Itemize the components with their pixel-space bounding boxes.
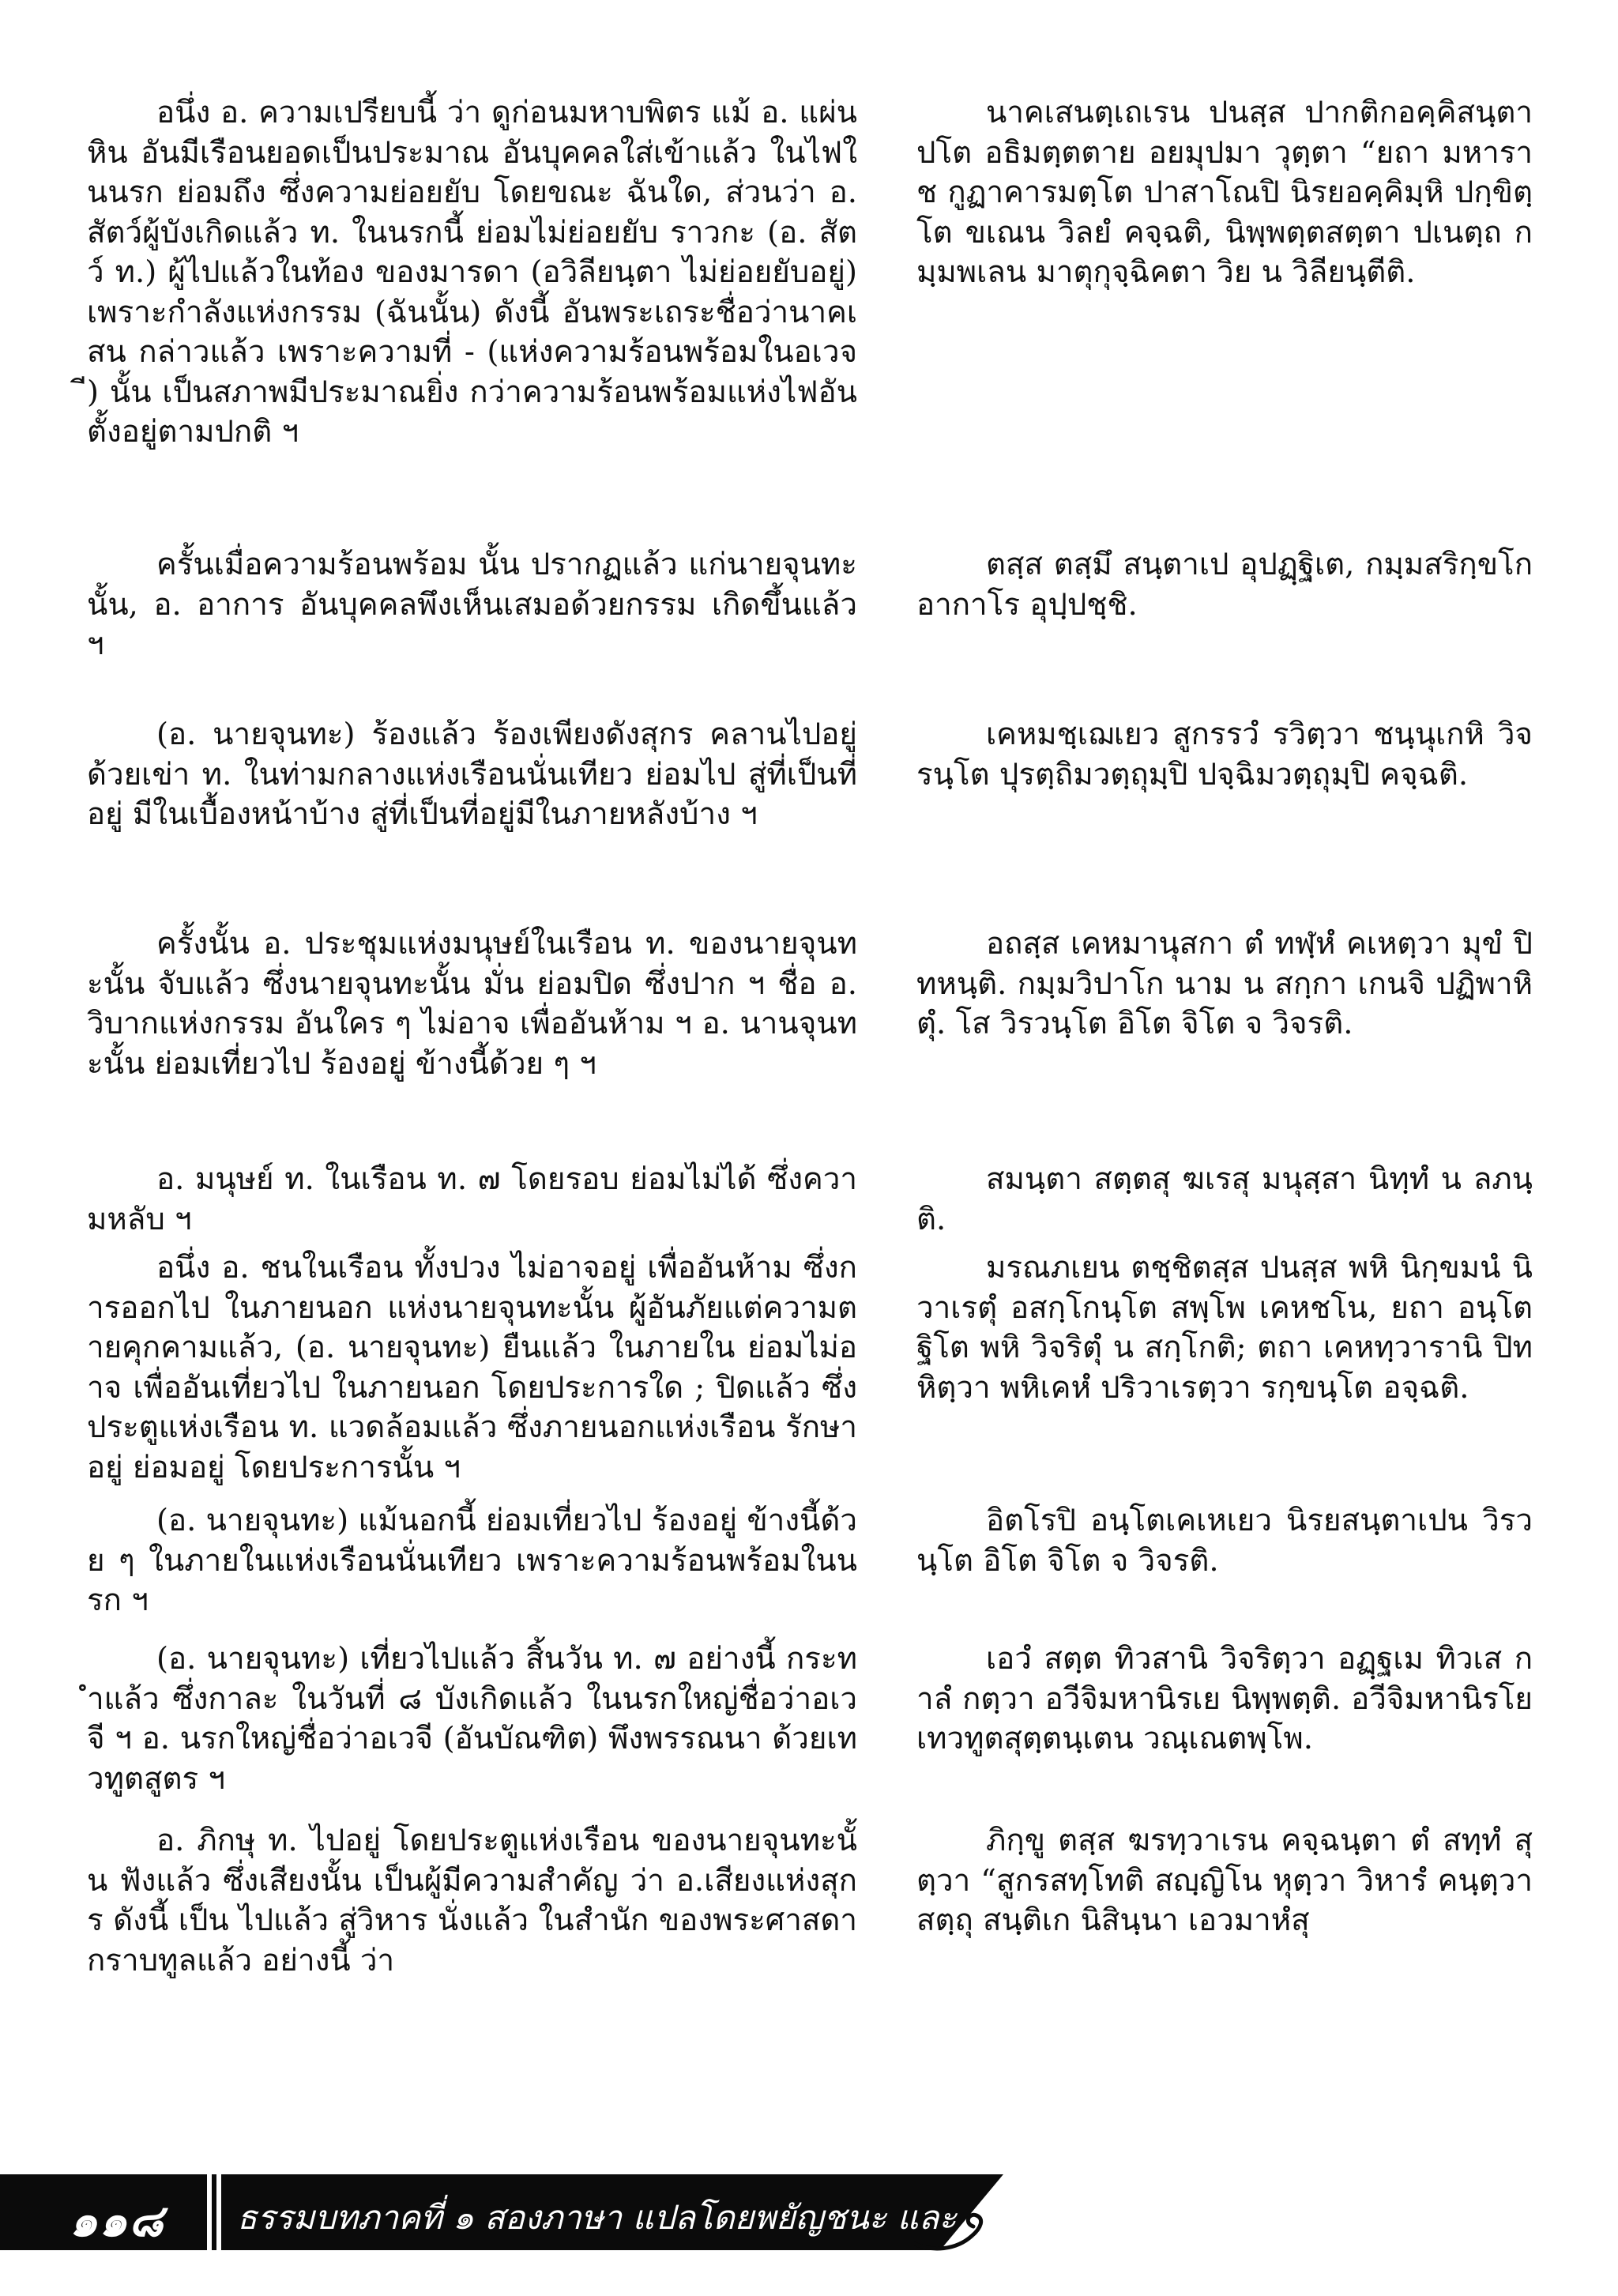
pali-source-paragraph: ภิกฺขู ตสฺส ฆรทฺวาเรน คจฺฉนฺตา ตํ สทฺทํ สุตฺวา “สูกรสทฺโทติ สญฺญิโน หุตฺวา วิหารํ คนฺตฺวา สตฺถุ สนฺติเก นิสินฺนา เอวมาหํสุ xyxy=(916,1823,1533,1938)
pali-source-paragraph: สมนฺตา สตฺตสุ ฆเรสุ มนุสฺสา นิทฺทํ น ลภนฺติ. xyxy=(916,1161,1533,1237)
page-number: ๑๑๘ xyxy=(70,2195,165,2247)
paragraph-row-5 xyxy=(87,1160,1533,1240)
paragraph-row-8 xyxy=(87,1639,1533,1799)
paragraph-row-4 xyxy=(87,924,1533,1084)
thai-translation-paragraph: อ. ภิกษุ ท. ไปอยู่ โดยประตูแห่งเรือน ของนายจุนทะนั้น ฟังแล้ว ซึ่งเสียงนั้น เป็นผู้มีความสำคัญ ว่า อ.เสียงแห่งสุกร ดังนี้ เป็น ไปแล้ว สู่วิหาร นั่งแล้ว ในสำนัก ของพระศาสดา กราบทูลแล้ว อย่างนี้ ว่า xyxy=(87,1823,857,1978)
pali-source-paragraph: ตสฺส ตสฺมึ สนฺตาเป อุปฏฺฐิเต, กมฺมสริกฺขโก อากาโร อุปฺปชฺชิ. xyxy=(916,547,1533,623)
decorative-flourish-icon xyxy=(909,2204,1003,2252)
paragraph-row-3 xyxy=(87,715,1533,835)
thai-translation-paragraph: อ. มนุษย์ ท. ในเรือน ท. ๗ โดยรอบ ย่อมไม่ได้ ซึ่งความหลับ ฯ xyxy=(87,1161,857,1237)
footer-divider xyxy=(207,2174,212,2250)
paragraph-row-1 xyxy=(87,93,1533,453)
thai-translation-paragraph: อนึ่ง อ. ชนในเรือน ทั้งปวง ไม่อาจอยู่ เพื่ออันห้าม ซึ่งการออกไป ในภายนอก แห่งนายจุนทะนั้น ผู้อันภัยแต่ความตายคุกคามแล้ว, (อ. นายจุนทะ) ยืนแล้ว ในภายใน ย่อมไม่อาจ เพื่ออันเที่ยวไป ในภายนอก โดยประการใด ; ปิดแล้ว ซึ่งประตูแห่งเรือน ท. แวดล้อมแล้ว ซึ่งภายนอกแห่งเรือน รักษาอยู่ ย่อมอยู่ โดยประการนั้น ฯ xyxy=(87,1250,857,1485)
paragraph-row-6 xyxy=(87,1248,1533,1488)
thai-translation-paragraph: อนึ่ง อ. ความเปรียบนี้ ว่า ดูก่อนมหาบพิตร แม้ อ. แผ่นหิน อันมีเรือนยอดเป็นประมาณ อันบุคคลใส่เข้าแล้ว ในไฟในนรก ย่อมถึง ซึ่งความย่อยยับ โดยขณะ ฉันใด, ส่วนว่า อ. สัตว์ผู้บังเกิดแล้ว ท. ในนรกนี้ ย่อมไม่ย่อยยับ ราวกะ (อ. สัตว์ ท.) ผู้ไปแล้วในท้อง ของมารดา (อวิลียนฺตา ไม่ย่อยยับอยู่) เพราะกำลังแห่งกรรม (ฉันนั้น) ดังนี้ อันพระเถระชื่อว่านาคเสน กล่าวแล้ว เพราะความที่ - (แห่งความร้อนพร้อมในอเวจี) นั้น เป็นสภาพมีประมาณยิ่ง กว่าความร้อนพร้อมแห่งไฟอันตั้งอยู่ตามปกติ ฯ xyxy=(87,95,857,450)
pali-source-paragraph: เอวํ สตฺต ทิวสานิ วิจริตฺวา อฏฺฐเม ทิวเส กาลํ กตฺวา อวีจิมหานิรเย นิพฺพตฺติ. อวีจิมหานิรโย เทวทูตสุตฺตนฺเตน วณฺเณตพฺโพ. xyxy=(916,1641,1533,1756)
pali-source-paragraph: มรณภเยน ตชฺชิตสฺส ปนสฺส พหิ นิกฺขมนํ นิวาเรตุํ อสกฺโกนฺโต สพฺโพ เคหชโน, ยถา อนฺโต ฐิโต พหิ วิจริตุํ น สกฺโกติ; ตถา เคหทฺวารานิ ปิทหิตฺวา พหิเคหํ ปริวาเรตฺวา รกฺขนฺโต อจฺฉติ. xyxy=(916,1250,1533,1406)
thai-translation-paragraph: (อ. นายจุนทะ) ร้องแล้ว ร้องเพียงดังสุกร คลานไปอยู่ ด้วยเข่า ท. ในท่ามกลางแห่งเรือนนั่นเทียว ย่อมไป สู่ที่เป็นที่อยู่ มีในเบื้องหน้าบ้าง สู่ที่เป็นที่อยู่มีในภายหลังบ้าง ฯ xyxy=(87,717,857,832)
thai-translation-paragraph: (อ. นายจุนทะ) แม้นอกนี้ ย่อมเที่ยวไป ร้องอยู่ ข้างนี้ด้วย ๆ ในภายในแห่งเรือนนั่นเทียว เพราะความร้อนพร้อมในนรก ฯ xyxy=(87,1503,857,1618)
pali-source-paragraph: อิตโรปิ อนฺโตเคเหเยว นิรยสนฺตาเปน วิรวนฺโต อิโต จิโต จ วิจรติ. xyxy=(916,1503,1533,1579)
thai-translation-paragraph: ครั้งนั้น อ. ประชุมแห่งมนุษย์ในเรือน ท. ของนายจุนทะนั้น จับแล้ว ซึ่งนายจุนทะนั้น มั่น ย่อมปิด ซึ่งปาก ฯ ชื่อ อ. วิบากแห่งกรรม อันใคร ๆ ไม่อาจ เพื่ออันห้าม ฯ อ. นานจุนทะนั้น ย่อมเที่ยวไป ร้องอยู่ ข้างนี้ด้วย ๆ ฯ xyxy=(87,926,857,1082)
book-title: ธรรมบทภาคที่ ๑ สองภาษา แปลโดยพยัญชนะ และ บาลี xyxy=(237,2198,957,2289)
thai-translation-paragraph: ครั้นเมื่อความร้อนพร้อม นั้น ปรากฏแล้ว แก่นายจุนทะนั้น, อ. อาการ อันบุคคลพึงเห็นเสมอด้วยกรรม เกิดขึ้นแล้ว ฯ xyxy=(87,547,857,662)
pali-source-paragraph: อถสฺส เคหมานุสกา ตํ ทฬฺหํ คเหตฺวา มุขํ ปิทหนฺติ. กมฺมวิปาโก นาม น สกฺกา เกนจิ ปฏิพาหิตุํ. โส วิรวนฺโต อิโต จิโต จ วิจรติ. xyxy=(916,926,1533,1041)
paragraph-row-7 xyxy=(87,1501,1533,1621)
pali-source-paragraph: เคหมชฺเฌเยว สูกรรวํ รวิตฺวา ชนฺนุเกหิ วิจรนฺโต ปุรตฺถิมวตฺถุมฺปิ ปจฺฉิมวตฺถุมฺปิ คจฺฉติ. xyxy=(916,717,1533,792)
page-footer xyxy=(0,2174,1003,2289)
paragraph-row-9 xyxy=(87,1821,1533,1981)
pali-source-paragraph: นาคเสนตฺเถเรน ปนสฺส ปากติกอคฺคิสนฺตาปโต อธิมตฺตตาย อยมุปมา วุตฺตา “ยถา มหาราช กูฏาคารมตฺโต ปาสาโณปิ นิรยอคฺคิมฺหิ ปกฺขิตฺโต ขเณน วิลยํ คจฺฉติ, นิพฺพตฺตสตฺตา ปเนตฺถ กมฺมพเลน มาตุกุจฺฉิคตา วิย น วิลียนฺตีติ. xyxy=(916,95,1533,290)
thai-translation-paragraph: (อ. นายจุนทะ) เที่ยวไปแล้ว สิ้นวัน ท. ๗ อย่างนี้ กระทำแล้ว ซึ่งกาละ ในวันที่ ๘ บังเกิดแล้ว ในนรกใหญ่ชื่อว่าอเวจี ฯ อ. นรกใหญ่ชื่อว่าอเวจี (อันบัณฑิต) พึงพรรณนา ด้วยเทวทูตสูตร ฯ xyxy=(87,1641,857,1797)
paragraph-row-2 xyxy=(87,545,1533,665)
footer-divider xyxy=(216,2174,221,2250)
